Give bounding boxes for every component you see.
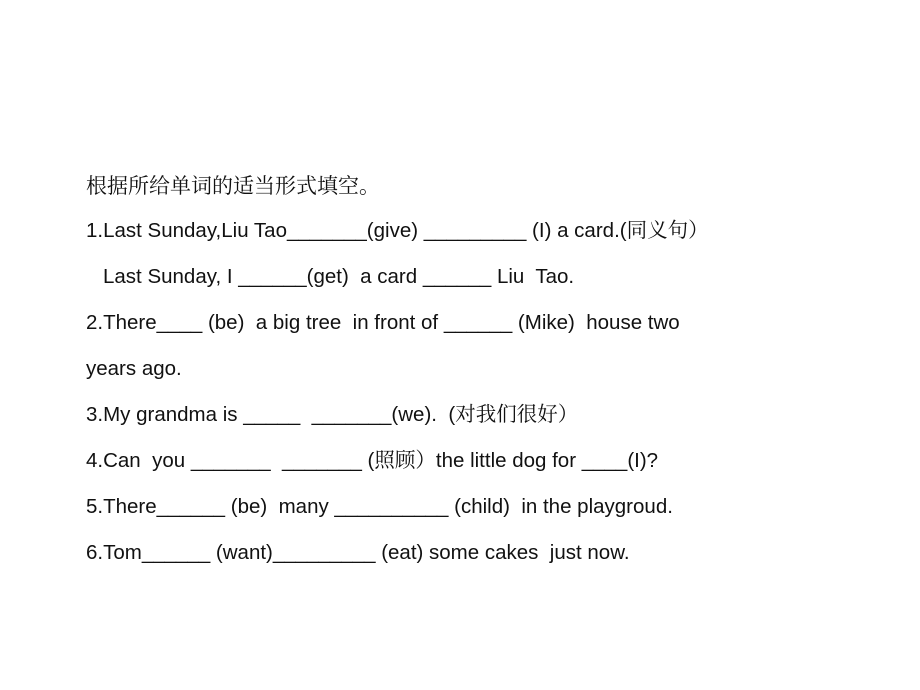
question-4: 4.Can you _______ _______ (照顾）the little dog for ____(I)? [86, 449, 659, 472]
question-1-line-2: Last Sunday, I ______(get) a card ______ Liu Tao. [103, 265, 575, 288]
question-6: 6.Tom______ (want)_________ (eat) some cakes just now. [86, 541, 630, 564]
question-2-line-2: years ago. [86, 357, 182, 380]
question-5: 5.There______ (be) many __________ (child) in the playgroud. [86, 495, 673, 518]
question-2-line-1: 2.There____ (be) a big tree in front of ______ (Mike) house two [86, 311, 680, 334]
question-1-line-1: 1.Last Sunday,Liu Tao_______(give) _________ (I) a card.(同义句） [86, 219, 709, 242]
exercise-instruction: 根据所给单词的适当形式填空。 [86, 175, 380, 198]
question-3: 3.My grandma is _____ _______(we). (对我们很好） [86, 403, 579, 426]
